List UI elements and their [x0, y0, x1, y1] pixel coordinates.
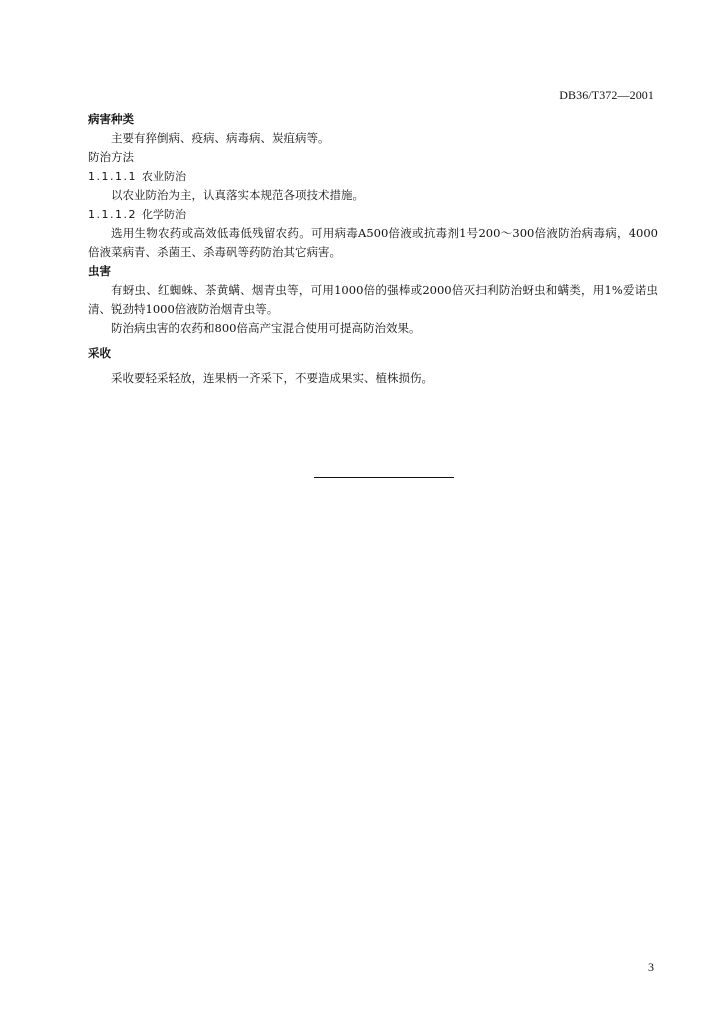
- heading-control-methods: 防治方法: [88, 150, 134, 164]
- page-number: 3: [648, 960, 654, 974]
- paragraph-disease-types: 主要有猝倒病、疫病、病毒病、炭疽病等。: [111, 131, 330, 145]
- clause-title-agricultural: 农业防治: [142, 170, 186, 183]
- heading-harvest: 采收: [88, 346, 111, 360]
- heading-pests: 虫害: [88, 264, 111, 278]
- paragraph-harvest: 采收要轻采轻放，连果柄一齐采下，不要造成果实、植株损伤。: [111, 371, 433, 385]
- clause-agricultural: [88, 167, 658, 186]
- paragraph-pests-combined: 防治病虫害的农药和800倍高产宝混合使用可提高防治效果。: [111, 321, 421, 335]
- standard-code: DB36/T372—2001: [559, 88, 654, 102]
- document-body: [88, 110, 658, 388]
- clause-title-chemical: 化学防治: [142, 208, 186, 221]
- paragraph-agricultural: 以农业防治为主，认真落实本规范各项技术措施。: [111, 188, 364, 202]
- clause-number-agricultural: 1.1.1.1: [88, 170, 137, 183]
- end-rule: [314, 477, 454, 478]
- clause-chemical: [88, 205, 658, 224]
- paragraph-chemical: 选用生物农药或高效低毒低残留农药。可用病毒A500倍液或抗毒剂1号200～300倍液防治病毒病，4000倍液菜病青、杀菌王、杀毒矾等药防治其它病害。: [88, 226, 658, 259]
- paragraph-pests: 有蚜虫、红蜘蛛、茶黄螨、烟青虫等，可用1000倍的强棒或2000倍灭扫利防治蚜虫和螨类，用1%爱诺虫清、锐劲特1000倍液防治烟青虫等。: [88, 283, 658, 316]
- heading-disease-types: 病害种类: [88, 112, 134, 126]
- clause-number-chemical: 1.1.1.2: [88, 208, 137, 221]
